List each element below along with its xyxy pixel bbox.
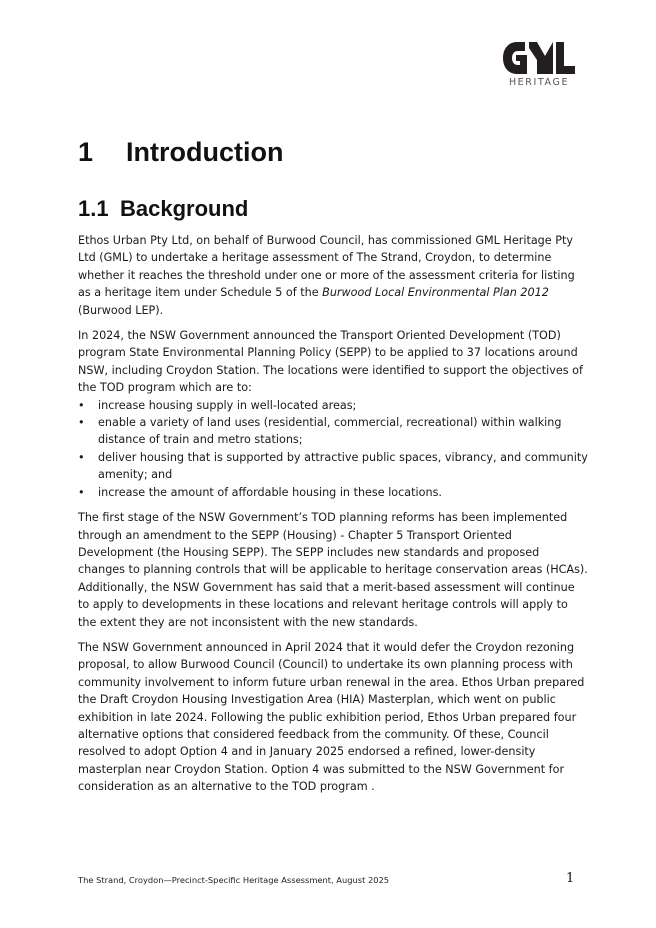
list-item-text: enable a variety of land uses (residential, commercial, recreational) within walking distance of train and metro stations; bbox=[98, 416, 562, 447]
gml-logo-mark-icon bbox=[503, 42, 575, 74]
list-item bbox=[78, 449, 588, 484]
bullet-icon: • bbox=[78, 398, 85, 412]
paragraph-4: The NSW Government announced in April 2024 that it would defer the Croydon rezoning proposal, to allow Burwood Council (Council) to undertake its own planning process with community involvement to inform future urban renewal in the area. Ethos Urban prepared the Draft Croydon Housing Investigation Area (HIA) Masterplan, which went on public exhibition in late 2024. Following the public exhibition period, Ethos Urban prepared four alternative options that considered feedback from the community. Of these, Council resolved to adopt Option 4 and in January 2025 endorsed a refined, lower-density masterplan near Croydon Station. Option 4 was submitted to the NSW Government for consideration as an alternative to the TOD program . bbox=[78, 640, 585, 794]
chapter-title: Introduction bbox=[126, 137, 284, 167]
list-item-text: increase housing supply in well-located areas; bbox=[98, 398, 357, 412]
section-number: 1.1 bbox=[78, 196, 109, 221]
chapter-heading bbox=[78, 137, 283, 168]
list-item bbox=[78, 397, 588, 414]
bullet-icon: • bbox=[78, 485, 85, 499]
logo-subtitle: HERITAGE bbox=[508, 77, 570, 88]
list-item bbox=[78, 484, 588, 501]
footer-text: The Strand, Croydon—Precinct-Specific Heritage Assessment, August 2025 bbox=[78, 875, 390, 885]
paragraph-3: The first stage of the NSW Government’s TOD planning reforms has been implemented through an amendment to the SEPP (Housing) - Chapter 5 Transport Oriented Development (the Housing SEPP). The SEPP includes new standards and proposed changes to planning controls that will be applicable to heritage conservation areas (HCAs). Additionally, the NSW Government has said that a merit-based assessment will continue to apply to developments in these locations and relevant heritage controls will apply to the extent they are not inconsistent with the new standards. bbox=[78, 511, 588, 629]
paragraph-1-text-end: (Burwood LEP). bbox=[78, 303, 164, 317]
paragraph-1-italic-title: Burwood Local Environmental Plan 2012 bbox=[322, 286, 549, 300]
list-item bbox=[78, 414, 588, 449]
bullet-icon: • bbox=[78, 416, 85, 430]
body-content bbox=[78, 232, 588, 804]
list-item-text: deliver housing that is supported by attractive public spaces, vibrancy, and community amenity; and bbox=[98, 450, 588, 482]
objectives-list bbox=[78, 397, 588, 501]
chapter-number: 1 bbox=[78, 137, 94, 167]
page-number: 1 bbox=[566, 871, 575, 886]
paragraph-1-text: Ethos Urban Pty Ltd, on behalf of Burwood Council, has commissioned GML Heritage Pty Ltd (GML) to undertake a heritage assessment of The Strand, Croydon, to determine whether it reaches the threshold under one or more of the assessment criteria for listing as a heritage item under Schedule 5 of the bbox=[78, 234, 575, 300]
section-heading bbox=[78, 196, 248, 222]
paragraph-1 bbox=[78, 232, 588, 319]
paragraph-2: In 2024, the NSW Government announced the Transport Oriented Development (TOD) program State Environmental Planning Policy (SEPP) to be applied to 37 locations around NSW, including Croydon Station. The locations were identified to support the objectives of the TOD program which are to: bbox=[78, 329, 583, 395]
list-item-text: increase the amount of affordable housing in these locations. bbox=[98, 485, 442, 499]
section-title: Background bbox=[120, 196, 249, 221]
gml-heritage-logo bbox=[503, 42, 579, 92]
bullet-icon: • bbox=[78, 450, 85, 464]
